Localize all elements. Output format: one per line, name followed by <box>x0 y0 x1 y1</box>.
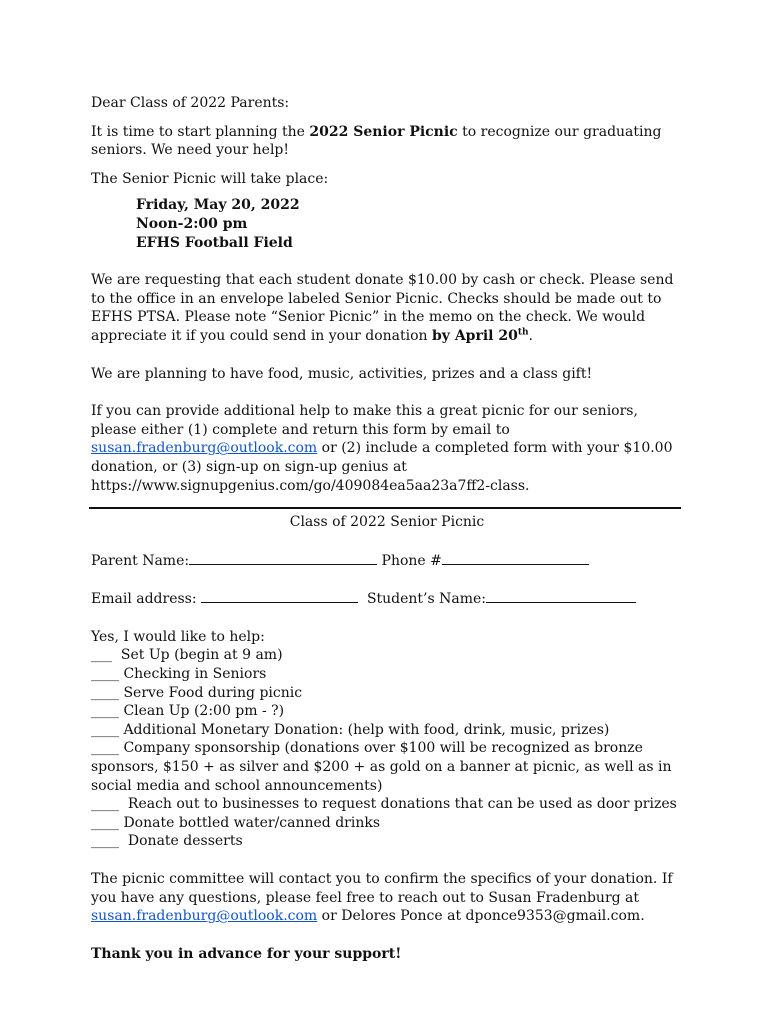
help-option-item <box>91 646 683 665</box>
form-divider <box>89 507 681 509</box>
help-pre: If you can provide additional help to make this a great picnic for our seniors, please either (1) complete and return this form by email to <box>91 403 638 438</box>
greeting: Dear Class of 2022 Parents: <box>91 95 290 111</box>
event-time: Noon-2:00 pm <box>136 215 248 232</box>
email-label: Email address: <box>91 591 202 608</box>
event-details <box>136 196 683 252</box>
planning-text: We are planning to have food, music, activities, prizes and a class gift! <box>91 365 593 382</box>
intro-event-name: 2022 Senior Picnic <box>309 123 458 140</box>
donation-paragraph <box>91 271 683 345</box>
help-heading: Yes, I would like to help: <box>91 628 265 645</box>
student-name-field[interactable] <box>486 589 636 603</box>
help-option-label: Set Up (begin at 9 am) <box>112 647 283 664</box>
thank-you-text <box>91 945 683 964</box>
help-option-item <box>91 721 683 740</box>
help-option-item <box>91 684 683 703</box>
event-location: EFHS Football Field <box>136 234 293 251</box>
help-option-blank[interactable]: ___ <box>91 647 112 664</box>
phone-label: Phone # <box>381 552 442 569</box>
help-option-item <box>91 795 683 814</box>
donation-deadline-text: by April 20 <box>432 327 518 344</box>
help-option-label: Clean Up (2:00 pm - ?) <box>119 703 285 720</box>
phone-field[interactable] <box>442 551 589 565</box>
help-option-blank[interactable]: ____ <box>91 814 119 831</box>
help-option-item <box>91 702 683 721</box>
help-email-link[interactable]: susan.fradenburg@outlook.com <box>91 440 318 457</box>
contact-paragraph <box>91 870 683 926</box>
help-option-label: Additional Monetary Donation: (help with food, drink, music, prizes) <box>119 721 610 738</box>
help-option-item <box>91 739 683 795</box>
help-option-blank[interactable]: ____ <box>91 666 119 683</box>
help-option-blank[interactable]: ____ <box>91 703 119 720</box>
event-date: Friday, May 20, 2022 <box>136 197 300 214</box>
help-paragraph <box>91 402 683 495</box>
help-option-label: Company sponsorship (donations over $100 will be recognized as bronze sponsors, $150 + as silver and $200 + as gold on a banner at picnic, as well as in social media and school announcements) <box>91 740 676 794</box>
help-option-blank[interactable]: ____ <box>91 684 119 701</box>
contact-email-link[interactable]: susan.fradenburg@outlook.com <box>91 908 318 925</box>
help-option-item <box>91 832 683 851</box>
intro-pre: It is time to start planning the <box>91 123 310 140</box>
help-option-label: Checking in Seniors <box>119 666 267 683</box>
parent-name-label: Parent Name: <box>91 552 190 569</box>
help-option-blank[interactable]: ____ <box>91 796 119 813</box>
donation-text: We are requesting that each student donate $10.00 by cash or check. Please send to the office in an envelope labeled Senior Picnic. Checks should be made out to EFHS PTSA. Please note “Senior Picnic” in the memo on the check. We would appreciate it if you could send in your donation <box>91 272 674 344</box>
donation-deadline <box>432 328 529 344</box>
email-student-row <box>91 589 683 609</box>
contact-post: or Delores Ponce at dponce9353@gmail.com. <box>317 908 645 925</box>
help-post: or (2) include a completed form with your $10.00 donation, or (3) sign-up on sign-up genius at https://www.signupgenius.com/go/409084ea5aa23a7ff2-class. <box>91 440 673 494</box>
parent-phone-row <box>91 551 683 571</box>
help-option-label: Serve Food during picnic <box>119 684 303 701</box>
contact-pre: The picnic committee will contact you to confirm the specifics of your donation. If you have any questions, please feel free to reach out to Susan Fradenburg at <box>91 871 673 906</box>
email-field[interactable] <box>201 589 358 603</box>
help-option-item <box>91 665 683 684</box>
letter-page <box>91 94 683 963</box>
donation-deadline-sup: th <box>517 327 529 338</box>
help-option-blank[interactable]: ____ <box>91 740 119 757</box>
help-option-label: Donate bottled water/canned drinks <box>119 814 381 831</box>
thank-you-bold: Thank you in advance for your support! <box>91 945 402 962</box>
form-title: Class of 2022 Senior Picnic <box>289 514 485 531</box>
take-place-text: The Senior Picnic will take place: <box>91 170 329 187</box>
intro-paragraph <box>91 123 683 160</box>
help-option-label: Reach out to businesses to request donations that can be used as door prizes <box>119 796 677 813</box>
help-option-label: Donate desserts <box>119 833 243 850</box>
help-option-item <box>91 814 683 833</box>
help-option-blank[interactable]: ____ <box>91 833 119 850</box>
parent-name-field[interactable] <box>189 551 377 565</box>
help-option-blank[interactable]: ____ <box>91 721 119 738</box>
donation-end: . <box>528 327 533 344</box>
intro-post: to recognize our graduating seniors. We need your help! <box>91 123 662 159</box>
student-name-label: Student’s Name: <box>366 591 487 608</box>
help-options-list <box>91 646 683 851</box>
